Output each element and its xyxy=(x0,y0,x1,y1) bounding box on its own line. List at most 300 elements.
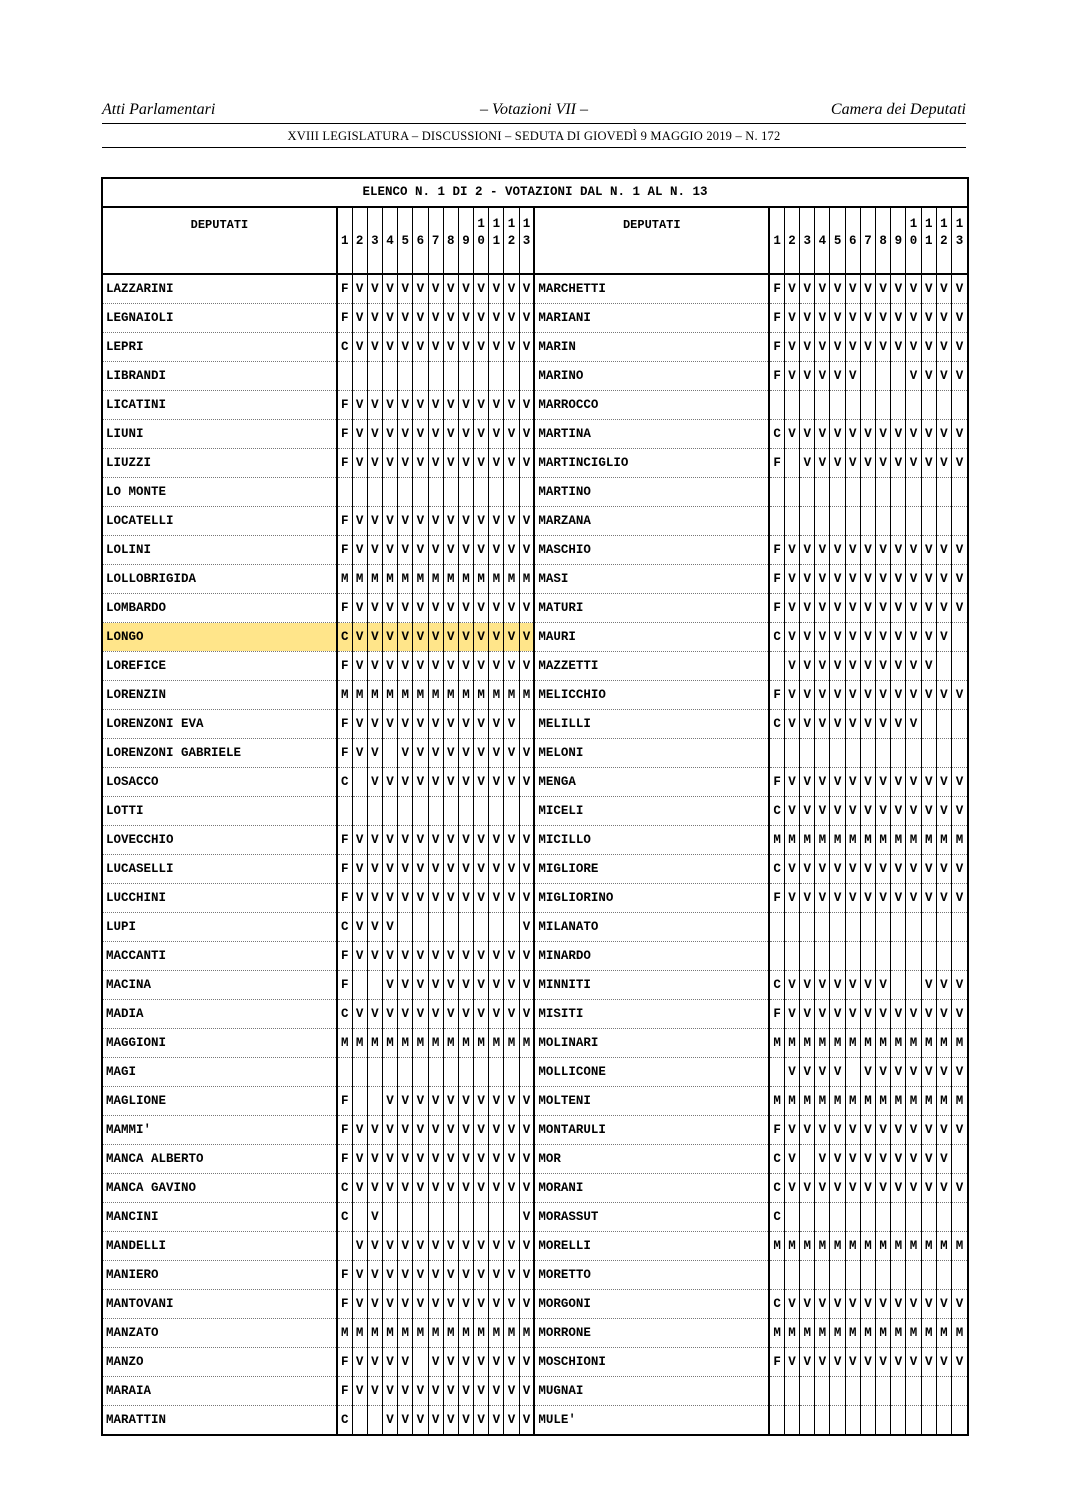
vote-number-tens xyxy=(383,216,397,233)
vote-number-header xyxy=(398,208,413,274)
vote-cell: V xyxy=(443,1377,458,1406)
vote-cell: V xyxy=(951,797,967,826)
vote-number-header xyxy=(830,208,845,274)
vote-cell: V xyxy=(489,1000,504,1029)
vote-cell: V xyxy=(830,565,845,594)
vote-cell: V xyxy=(815,652,830,681)
vote-cell: V xyxy=(352,1377,367,1406)
vote-cell: V xyxy=(504,710,519,739)
vote-cell: V xyxy=(906,304,921,333)
vote-cell: V xyxy=(443,652,458,681)
table-row xyxy=(103,681,967,710)
vote-cell xyxy=(951,507,967,536)
table-body xyxy=(103,274,967,1434)
vote-cell: V xyxy=(474,333,489,362)
vote-cell: V xyxy=(921,1348,936,1377)
table-row xyxy=(103,826,967,855)
vote-cell: V xyxy=(504,304,519,333)
vote-cell xyxy=(489,1203,504,1232)
vote-cell: V xyxy=(398,391,413,420)
vote-cell: V xyxy=(845,1145,860,1174)
vote-cell: V xyxy=(504,1232,519,1261)
vote-cell: M xyxy=(936,826,951,855)
vote-cell: V xyxy=(891,1116,906,1145)
vote-cell xyxy=(830,1261,845,1290)
deputy-name: MACINA xyxy=(103,971,337,1000)
vote-cell: V xyxy=(443,1000,458,1029)
vote-cell: V xyxy=(921,420,936,449)
vote-cell: M xyxy=(489,681,504,710)
vote-cell: V xyxy=(845,1174,860,1203)
vote-cell: V xyxy=(382,507,397,536)
table-row xyxy=(103,333,967,362)
deputy-name: MAGGIONI xyxy=(103,1029,337,1058)
vote-cell: V xyxy=(784,1116,799,1145)
vote-cell xyxy=(936,478,951,507)
vote-cell xyxy=(830,507,845,536)
vote-cell: V xyxy=(352,1000,367,1029)
vote-cell: V xyxy=(815,855,830,884)
vote-cell: V xyxy=(428,1377,443,1406)
vote-cell: V xyxy=(519,507,534,536)
vote-cell xyxy=(951,391,967,420)
table-row xyxy=(103,623,967,652)
vote-cell xyxy=(936,1406,951,1435)
vote-cell: V xyxy=(428,1261,443,1290)
vote-cell: F xyxy=(337,449,352,478)
vote-cell: V xyxy=(519,884,534,913)
vote-cell: M xyxy=(845,1319,860,1348)
vote-cell: V xyxy=(830,884,845,913)
vote-cell: V xyxy=(398,1290,413,1319)
vote-cell: V xyxy=(876,797,891,826)
deputy-name: MARIN xyxy=(534,333,769,362)
vote-cell: M xyxy=(519,1319,534,1348)
vote-cell: V xyxy=(504,1377,519,1406)
vote-cell xyxy=(367,362,382,391)
vote-cell xyxy=(936,710,951,739)
vote-cell: V xyxy=(443,507,458,536)
vote-cell: V xyxy=(815,1058,830,1087)
vote-number-header xyxy=(860,208,875,274)
vote-cell: V xyxy=(830,652,845,681)
vote-cell: M xyxy=(830,826,845,855)
vote-cell xyxy=(830,1406,845,1435)
vote-cell xyxy=(519,478,534,507)
vote-cell: V xyxy=(906,274,921,304)
deputy-name: MINARDO xyxy=(534,942,769,971)
vote-cell: V xyxy=(489,1348,504,1377)
vote-cell xyxy=(951,942,967,971)
vote-cell: M xyxy=(458,681,473,710)
vote-cell: V xyxy=(504,652,519,681)
table-row xyxy=(103,797,967,826)
vote-cell: C xyxy=(337,1406,352,1435)
vote-cell: V xyxy=(413,1000,428,1029)
vote-cell: M xyxy=(800,826,815,855)
vote-number-units: 2 xyxy=(507,234,516,248)
vote-cell: V xyxy=(458,1348,473,1377)
vote-cell: V xyxy=(458,710,473,739)
vote-cell: V xyxy=(845,623,860,652)
vote-cell xyxy=(382,1058,397,1087)
vote-cell: M xyxy=(504,1029,519,1058)
vote-cell: C xyxy=(337,623,352,652)
vote-cell: V xyxy=(398,768,413,797)
vote-cell xyxy=(382,1203,397,1232)
vote-cell: M xyxy=(367,1319,382,1348)
vote-cell: V xyxy=(830,1058,845,1087)
vote-cell: V xyxy=(815,449,830,478)
vote-cell: F xyxy=(769,333,784,362)
vote-cell: V xyxy=(382,1232,397,1261)
vote-cell xyxy=(830,391,845,420)
vote-cell xyxy=(367,971,382,1000)
vote-cell: V xyxy=(519,942,534,971)
vote-cell: F xyxy=(769,1000,784,1029)
vote-cell: V xyxy=(367,391,382,420)
vote-cell: V xyxy=(830,594,845,623)
vote-cell xyxy=(845,507,860,536)
vote-number-units: 4 xyxy=(818,234,827,248)
vote-cell xyxy=(951,739,967,768)
vote-cell: M xyxy=(906,1029,921,1058)
deputy-name: MANIERO xyxy=(103,1261,337,1290)
vote-cell: V xyxy=(352,739,367,768)
vote-cell xyxy=(921,1406,936,1435)
deputy-name: MILANATO xyxy=(534,913,769,942)
vote-cell: V xyxy=(382,420,397,449)
vote-cell: V xyxy=(443,449,458,478)
vote-number-tens xyxy=(770,216,784,233)
vote-cell: V xyxy=(891,710,906,739)
deputy-name: LONGO xyxy=(103,623,337,652)
vote-cell: C xyxy=(769,1290,784,1319)
vote-cell: V xyxy=(876,1290,891,1319)
vote-number-units: 0 xyxy=(909,234,918,248)
vote-cell: V xyxy=(876,420,891,449)
vote-cell: V xyxy=(504,1116,519,1145)
table-row xyxy=(103,1203,967,1232)
vote-cell: M xyxy=(398,565,413,594)
vote-cell: M xyxy=(815,1087,830,1116)
vote-cell: V xyxy=(352,1232,367,1261)
vote-cell: V xyxy=(519,1232,534,1261)
vote-cell: V xyxy=(891,1174,906,1203)
vote-cell: V xyxy=(428,710,443,739)
deputy-name: MAZZETTI xyxy=(534,652,769,681)
vote-cell xyxy=(398,797,413,826)
vote-cell xyxy=(352,797,367,826)
vote-cell: V xyxy=(352,594,367,623)
vote-cell xyxy=(784,478,799,507)
deputy-name: MOLINARI xyxy=(534,1029,769,1058)
vote-cell: V xyxy=(474,304,489,333)
vote-number-header xyxy=(936,208,951,274)
vote-cell: M xyxy=(428,681,443,710)
vote-cell: V xyxy=(504,536,519,565)
vote-cell xyxy=(352,362,367,391)
vote-cell: M xyxy=(784,1087,799,1116)
table-row xyxy=(103,1174,967,1203)
vote-cell xyxy=(845,1377,860,1406)
vote-cell xyxy=(921,1377,936,1406)
vote-cell: M xyxy=(337,565,352,594)
vote-cell: M xyxy=(382,1319,397,1348)
vote-number-units: 2 xyxy=(788,234,796,248)
vote-cell xyxy=(845,1058,860,1087)
vote-cell: V xyxy=(936,362,951,391)
vote-cell xyxy=(769,1058,784,1087)
vote-cell: V xyxy=(352,1290,367,1319)
vote-number-units: 6 xyxy=(416,234,425,248)
deputy-name: LORENZIN xyxy=(103,681,337,710)
vote-cell: V xyxy=(474,1232,489,1261)
vote-cell: M xyxy=(382,1029,397,1058)
vote-cell: M xyxy=(398,1029,413,1058)
vote-number-units: 8 xyxy=(879,234,887,248)
vote-cell: V xyxy=(382,536,397,565)
vote-cell: M xyxy=(876,826,891,855)
vote-cell: V xyxy=(951,1058,967,1087)
vote-cell: V xyxy=(398,333,413,362)
table-row xyxy=(103,1290,967,1319)
vote-number-units: 1 xyxy=(340,234,349,248)
vote-cell: V xyxy=(936,536,951,565)
vote-cell: V xyxy=(519,855,534,884)
vote-cell: V xyxy=(800,1290,815,1319)
vote-cell: V xyxy=(936,797,951,826)
vote-cell xyxy=(443,1203,458,1232)
vote-cell: V xyxy=(906,1116,921,1145)
vote-cell: V xyxy=(443,594,458,623)
vote-cell xyxy=(489,362,504,391)
vote-cell: V xyxy=(921,594,936,623)
vote-cell: V xyxy=(458,304,473,333)
vote-cell xyxy=(876,942,891,971)
vote-cell: V xyxy=(413,1290,428,1319)
vote-cell xyxy=(830,942,845,971)
table-row xyxy=(103,942,967,971)
vote-cell xyxy=(784,942,799,971)
vote-cell xyxy=(845,478,860,507)
vote-cell xyxy=(815,1203,830,1232)
vote-cell: V xyxy=(428,304,443,333)
vote-cell xyxy=(784,1406,799,1435)
vote-number-tens: 1 xyxy=(477,217,485,231)
vote-cell: V xyxy=(367,913,382,942)
vote-cell: V xyxy=(906,768,921,797)
vote-cell: V xyxy=(815,594,830,623)
vote-cell: V xyxy=(474,594,489,623)
vote-cell: M xyxy=(876,1029,891,1058)
vote-cell: V xyxy=(876,333,891,362)
vote-cell: V xyxy=(398,710,413,739)
vote-cell: V xyxy=(784,710,799,739)
vote-cell: M xyxy=(443,1029,458,1058)
vote-cell: M xyxy=(413,681,428,710)
vote-cell: V xyxy=(860,420,875,449)
vote-number-units: 6 xyxy=(849,234,857,248)
vote-cell: F xyxy=(337,1116,352,1145)
vote-cell: V xyxy=(474,652,489,681)
deputy-name: MELILLI xyxy=(534,710,769,739)
vote-cell xyxy=(413,913,428,942)
vote-cell: M xyxy=(815,1232,830,1261)
vote-cell: V xyxy=(489,1116,504,1145)
vote-cell: F xyxy=(769,565,784,594)
vote-cell: V xyxy=(504,1290,519,1319)
vote-number-tens xyxy=(815,216,829,233)
vote-cell: M xyxy=(951,1232,967,1261)
vote-cell: F xyxy=(769,304,784,333)
table-row xyxy=(103,1087,967,1116)
vote-cell: V xyxy=(936,565,951,594)
deputy-name: MACCANTI xyxy=(103,942,337,971)
vote-number-units: 5 xyxy=(833,234,842,248)
vote-cell: C xyxy=(337,333,352,362)
subtitle-rule xyxy=(102,147,966,148)
vote-cell: V xyxy=(458,1145,473,1174)
deputy-name: LORENZONI GABRIELE xyxy=(103,739,337,768)
vote-cell: V xyxy=(815,1000,830,1029)
vote-cell: V xyxy=(474,391,489,420)
vote-cell: V xyxy=(413,274,428,304)
vote-cell xyxy=(921,710,936,739)
vote-cell: V xyxy=(458,1174,473,1203)
vote-cell: V xyxy=(352,1145,367,1174)
vote-cell xyxy=(784,1261,799,1290)
vote-cell: V xyxy=(398,623,413,652)
vote-cell: V xyxy=(784,536,799,565)
deputy-name: MANCA GAVINO xyxy=(103,1174,337,1203)
vote-cell: V xyxy=(860,797,875,826)
vote-cell: M xyxy=(428,565,443,594)
vote-cell xyxy=(519,1058,534,1087)
vote-cell: V xyxy=(428,1406,443,1435)
vote-number-tens: 1 xyxy=(909,217,918,231)
vote-cell: V xyxy=(474,1145,489,1174)
vote-cell xyxy=(413,1348,428,1377)
vote-cell: V xyxy=(474,855,489,884)
vote-cell: M xyxy=(337,1319,352,1348)
vote-cell: V xyxy=(474,1087,489,1116)
vote-cell: V xyxy=(815,1174,830,1203)
vote-cell xyxy=(815,1406,830,1435)
vote-cell xyxy=(906,391,921,420)
vote-cell: V xyxy=(815,1348,830,1377)
deputati-header-right: DEPUTATI xyxy=(534,208,769,274)
vote-cell: V xyxy=(398,1261,413,1290)
deputy-name: LIUZZI xyxy=(103,449,337,478)
deputy-name: LUCCHINI xyxy=(103,884,337,913)
vote-cell: V xyxy=(398,420,413,449)
vote-number-header xyxy=(413,208,428,274)
vote-cell: M xyxy=(876,1319,891,1348)
table-row xyxy=(103,1377,967,1406)
vote-cell: V xyxy=(474,274,489,304)
vote-cell: V xyxy=(891,420,906,449)
vote-number-units: 4 xyxy=(386,234,394,248)
vote-cell xyxy=(474,478,489,507)
vote-cell: V xyxy=(443,420,458,449)
vote-cell: V xyxy=(830,768,845,797)
vote-cell: V xyxy=(519,1377,534,1406)
vote-cell: V xyxy=(474,1406,489,1435)
vote-cell: V xyxy=(860,594,875,623)
vote-cell: V xyxy=(830,1145,845,1174)
deputy-name: MICELI xyxy=(534,797,769,826)
deputy-name: LO MONTE xyxy=(103,478,337,507)
vote-cell: V xyxy=(845,797,860,826)
vote-cell: V xyxy=(458,1232,473,1261)
vote-cell: V xyxy=(352,855,367,884)
vote-cell: V xyxy=(921,1116,936,1145)
vote-cell xyxy=(784,913,799,942)
vote-number-tens xyxy=(876,216,890,233)
vote-cell: V xyxy=(891,652,906,681)
vote-cell: V xyxy=(413,1174,428,1203)
vote-cell: M xyxy=(443,565,458,594)
vote-cell xyxy=(337,1232,352,1261)
vote-cell: V xyxy=(413,594,428,623)
vote-cell: V xyxy=(474,1290,489,1319)
vote-cell: V xyxy=(398,1116,413,1145)
vote-number-units: 1 xyxy=(773,234,781,248)
vote-cell xyxy=(891,1406,906,1435)
vote-cell xyxy=(382,797,397,826)
vote-number-units: 2 xyxy=(940,234,948,248)
vote-cell xyxy=(352,768,367,797)
vote-cell: V xyxy=(876,884,891,913)
vote-cell: V xyxy=(921,971,936,1000)
vote-cell: V xyxy=(876,536,891,565)
vote-cell: V xyxy=(382,1290,397,1319)
vote-cell: V xyxy=(845,304,860,333)
vote-number-units: 0 xyxy=(477,234,485,248)
vote-cell: M xyxy=(921,1319,936,1348)
vote-cell xyxy=(815,507,830,536)
vote-cell: V xyxy=(504,333,519,362)
vote-cell: V xyxy=(489,1145,504,1174)
vote-cell: V xyxy=(936,1290,951,1319)
vote-cell: F xyxy=(769,362,784,391)
vote-cell: V xyxy=(519,1261,534,1290)
vote-number-units: 5 xyxy=(401,234,409,248)
vote-cell: M xyxy=(815,1029,830,1058)
vote-number-tens xyxy=(413,216,427,233)
vote-cell xyxy=(784,507,799,536)
deputy-name: MUGNAI xyxy=(534,1377,769,1406)
vote-cell xyxy=(413,1203,428,1232)
vote-cell: V xyxy=(906,623,921,652)
vote-cell: V xyxy=(936,884,951,913)
vote-cell xyxy=(860,913,875,942)
vote-cell: F xyxy=(337,1261,352,1290)
vote-cell xyxy=(769,507,784,536)
vote-cell: V xyxy=(815,710,830,739)
vote-cell: V xyxy=(906,1290,921,1319)
vote-cell: M xyxy=(830,1319,845,1348)
vote-cell: M xyxy=(936,1232,951,1261)
vote-cell xyxy=(800,913,815,942)
vote-number-header xyxy=(443,208,458,274)
vote-cell xyxy=(906,1261,921,1290)
vote-cell: V xyxy=(382,855,397,884)
vote-cell: V xyxy=(936,1145,951,1174)
vote-cell xyxy=(936,507,951,536)
vote-cell: V xyxy=(860,333,875,362)
